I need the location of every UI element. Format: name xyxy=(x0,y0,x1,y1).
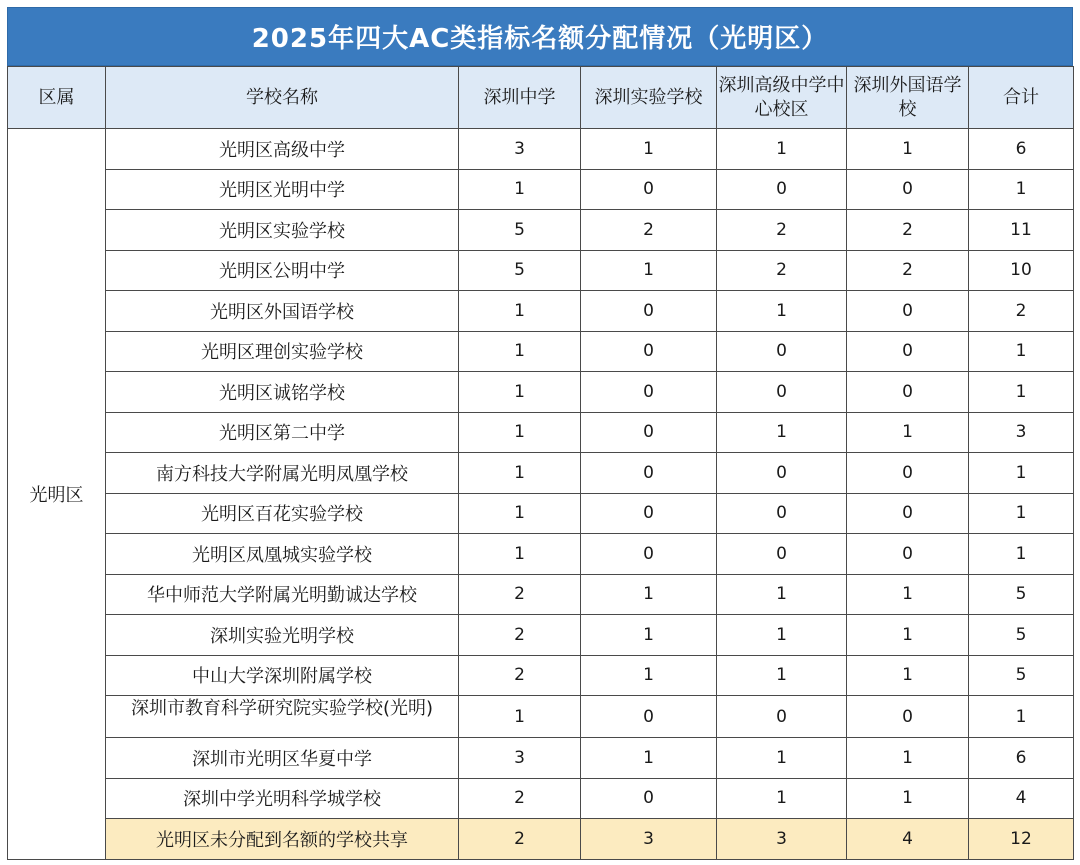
school-name-cell: 光明区公明中学 xyxy=(106,250,459,291)
cell-shenzhen-foreign-languages: 1 xyxy=(847,655,969,696)
cell-shenzhen-middle-school: 3 xyxy=(459,738,581,779)
table-row xyxy=(8,412,1074,453)
table-row xyxy=(8,738,1074,779)
cell-shenzhen-foreign-languages: 1 xyxy=(847,412,969,453)
cell-shenzhen-experimental-school: 0 xyxy=(581,493,717,534)
cell-shenzhen-foreign-languages: 0 xyxy=(847,291,969,332)
cell-shenzhen-senior-high-central: 0 xyxy=(717,331,847,372)
cell-shenzhen-middle-school: 1 xyxy=(459,696,581,738)
cell-shenzhen-middle-school: 2 xyxy=(459,655,581,696)
table-row xyxy=(8,696,1074,738)
cell-shenzhen-foreign-languages: 1 xyxy=(847,778,969,819)
cell-shenzhen-experimental-school: 0 xyxy=(581,778,717,819)
district-cell: 光明区 xyxy=(8,129,106,860)
table-row xyxy=(8,778,1074,819)
header-shenzhen-experimental-school: 深圳实验学校 xyxy=(581,67,717,129)
cell-shenzhen-senior-high-central: 1 xyxy=(717,655,847,696)
cell-total: 1 xyxy=(969,372,1074,413)
school-name-cell: 深圳市光明区华夏中学 xyxy=(106,738,459,779)
table-row xyxy=(8,372,1074,413)
table-row xyxy=(8,210,1074,251)
cell-shenzhen-senior-high-central: 1 xyxy=(717,129,847,170)
table-row xyxy=(8,331,1074,372)
school-name-cell: 光明区高级中学 xyxy=(106,129,459,170)
cell-total: 5 xyxy=(969,574,1074,615)
school-name-cell: 华中师范大学附属光明勤诚达学校 xyxy=(106,574,459,615)
cell-shenzhen-foreign-languages: 0 xyxy=(847,493,969,534)
header-shenzhen-senior-high-central: 深圳高级中学中心校区 xyxy=(717,67,847,129)
table-title: 2025年四大AC类指标名额分配情况（光明区） xyxy=(7,7,1073,66)
table-row xyxy=(8,574,1074,615)
cell-shenzhen-experimental-school: 1 xyxy=(581,615,717,656)
cell-shenzhen-middle-school: 5 xyxy=(459,210,581,251)
cell-shenzhen-experimental-school: 0 xyxy=(581,169,717,210)
school-name-cell: 南方科技大学附属光明凤凰学校 xyxy=(106,453,459,494)
school-name-cell: 光明区光明中学 xyxy=(106,169,459,210)
cell-shenzhen-experimental-school: 1 xyxy=(581,129,717,170)
school-name-cell: 光明区外国语学校 xyxy=(106,291,459,332)
table-row xyxy=(8,453,1074,494)
cell-shenzhen-senior-high-central: 0 xyxy=(717,372,847,413)
cell-total: 1 xyxy=(969,534,1074,575)
school-name-cell: 深圳实验光明学校 xyxy=(106,615,459,656)
school-name-cell: 光明区理创实验学校 xyxy=(106,331,459,372)
allocation-sheet xyxy=(7,7,1073,858)
cell-total: 5 xyxy=(969,655,1074,696)
cell-shenzhen-middle-school: 5 xyxy=(459,250,581,291)
header-district: 区属 xyxy=(8,67,106,129)
school-name-cell: 光明区百花实验学校 xyxy=(106,493,459,534)
cell-shenzhen-senior-high-central: 1 xyxy=(717,615,847,656)
cell-shenzhen-middle-school: 1 xyxy=(459,493,581,534)
cell-shenzhen-middle-school: 2 xyxy=(459,778,581,819)
cell-shenzhen-middle-school: 1 xyxy=(459,291,581,332)
cell-total: 6 xyxy=(969,738,1074,779)
cell-shenzhen-experimental-school: 1 xyxy=(581,250,717,291)
table-row xyxy=(8,129,1074,170)
allocation-table xyxy=(7,66,1074,860)
cell-shenzhen-senior-high-central: 1 xyxy=(717,574,847,615)
cell-shenzhen-experimental-school: 0 xyxy=(581,331,717,372)
cell-shenzhen-middle-school: 1 xyxy=(459,453,581,494)
cell-shenzhen-experimental-school: 1 xyxy=(581,574,717,615)
school-name-cell: 光明区未分配到名额的学校共享 xyxy=(106,819,459,860)
cell-total: 10 xyxy=(969,250,1074,291)
table-row xyxy=(8,291,1074,332)
cell-shenzhen-senior-high-central: 0 xyxy=(717,493,847,534)
cell-shenzhen-experimental-school: 1 xyxy=(581,655,717,696)
cell-shenzhen-middle-school: 1 xyxy=(459,412,581,453)
cell-shenzhen-senior-high-central: 0 xyxy=(717,453,847,494)
cell-total: 1 xyxy=(969,696,1074,738)
cell-total: 1 xyxy=(969,331,1074,372)
cell-shenzhen-senior-high-central: 0 xyxy=(717,696,847,738)
cell-shenzhen-foreign-languages: 1 xyxy=(847,574,969,615)
cell-total: 11 xyxy=(969,210,1074,251)
cell-shenzhen-middle-school: 2 xyxy=(459,574,581,615)
cell-shenzhen-senior-high-central: 1 xyxy=(717,778,847,819)
table-row xyxy=(8,534,1074,575)
cell-shenzhen-experimental-school: 0 xyxy=(581,696,717,738)
cell-shenzhen-middle-school: 1 xyxy=(459,169,581,210)
cell-shenzhen-middle-school: 2 xyxy=(459,615,581,656)
school-name-cell: 深圳中学光明科学城学校 xyxy=(106,778,459,819)
school-name-cell: 深圳市教育科学研究院实验学校(光明) xyxy=(106,696,459,738)
cell-total: 6 xyxy=(969,129,1074,170)
cell-shenzhen-experimental-school: 0 xyxy=(581,291,717,332)
cell-shenzhen-middle-school: 1 xyxy=(459,331,581,372)
cell-shenzhen-experimental-school: 0 xyxy=(581,412,717,453)
cell-shenzhen-middle-school: 2 xyxy=(459,819,581,860)
cell-shenzhen-experimental-school: 3 xyxy=(581,819,717,860)
cell-shenzhen-middle-school: 1 xyxy=(459,372,581,413)
cell-shenzhen-senior-high-central: 0 xyxy=(717,534,847,575)
cell-shenzhen-experimental-school: 2 xyxy=(581,210,717,251)
cell-total: 1 xyxy=(969,453,1074,494)
table-row xyxy=(8,169,1074,210)
cell-total: 4 xyxy=(969,778,1074,819)
cell-shenzhen-foreign-languages: 0 xyxy=(847,169,969,210)
cell-shenzhen-senior-high-central: 1 xyxy=(717,291,847,332)
header-shenzhen-foreign-languages: 深圳外国语学校 xyxy=(847,67,969,129)
cell-shenzhen-senior-high-central: 2 xyxy=(717,250,847,291)
cell-total: 3 xyxy=(969,412,1074,453)
table-row xyxy=(8,250,1074,291)
cell-shenzhen-experimental-school: 0 xyxy=(581,372,717,413)
school-name-cell: 中山大学深圳附属学校 xyxy=(106,655,459,696)
cell-total: 12 xyxy=(969,819,1074,860)
cell-shenzhen-middle-school: 3 xyxy=(459,129,581,170)
school-name-cell: 光明区第二中学 xyxy=(106,412,459,453)
header-total: 合计 xyxy=(969,67,1074,129)
cell-shenzhen-middle-school: 1 xyxy=(459,534,581,575)
cell-shenzhen-senior-high-central: 3 xyxy=(717,819,847,860)
cell-shenzhen-senior-high-central: 1 xyxy=(717,738,847,779)
table-body xyxy=(8,129,1074,860)
cell-shenzhen-foreign-languages: 1 xyxy=(847,129,969,170)
shared-row xyxy=(8,819,1074,860)
cell-shenzhen-foreign-languages: 0 xyxy=(847,453,969,494)
table-row xyxy=(8,493,1074,534)
cell-shenzhen-foreign-languages: 2 xyxy=(847,250,969,291)
header-school-name: 学校名称 xyxy=(106,67,459,129)
cell-total: 1 xyxy=(969,493,1074,534)
cell-shenzhen-experimental-school: 0 xyxy=(581,453,717,494)
cell-shenzhen-senior-high-central: 1 xyxy=(717,412,847,453)
cell-shenzhen-foreign-languages: 0 xyxy=(847,696,969,738)
school-name-cell: 光明区诚铭学校 xyxy=(106,372,459,413)
table-row xyxy=(8,615,1074,656)
school-name-cell: 光明区实验学校 xyxy=(106,210,459,251)
cell-shenzhen-senior-high-central: 0 xyxy=(717,169,847,210)
table-row xyxy=(8,655,1074,696)
cell-total: 1 xyxy=(969,169,1074,210)
cell-shenzhen-foreign-languages: 0 xyxy=(847,331,969,372)
school-name-cell: 光明区凤凰城实验学校 xyxy=(106,534,459,575)
cell-shenzhen-foreign-languages: 4 xyxy=(847,819,969,860)
header-row xyxy=(8,67,1074,129)
cell-total: 5 xyxy=(969,615,1074,656)
cell-shenzhen-foreign-languages: 1 xyxy=(847,738,969,779)
cell-shenzhen-foreign-languages: 1 xyxy=(847,615,969,656)
cell-total: 2 xyxy=(969,291,1074,332)
cell-shenzhen-foreign-languages: 0 xyxy=(847,534,969,575)
cell-shenzhen-experimental-school: 0 xyxy=(581,534,717,575)
cell-shenzhen-foreign-languages: 0 xyxy=(847,372,969,413)
cell-shenzhen-experimental-school: 1 xyxy=(581,738,717,779)
cell-shenzhen-foreign-languages: 2 xyxy=(847,210,969,251)
header-shenzhen-middle-school: 深圳中学 xyxy=(459,67,581,129)
cell-shenzhen-senior-high-central: 2 xyxy=(717,210,847,251)
